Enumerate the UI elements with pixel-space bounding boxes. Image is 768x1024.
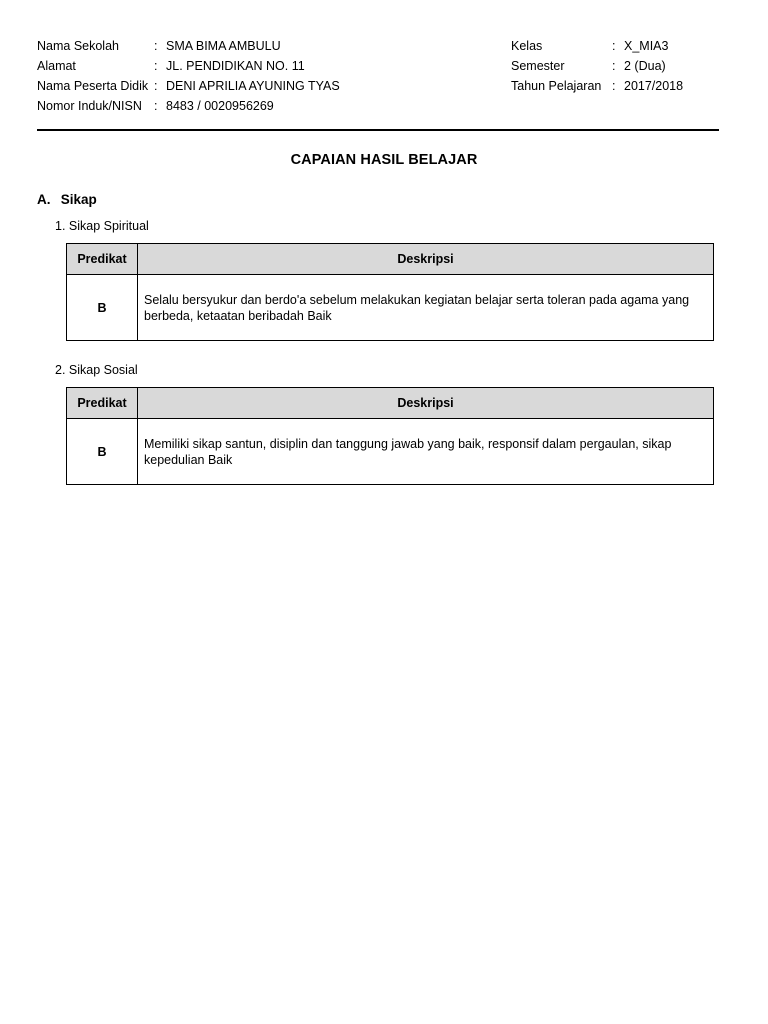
student-name-value: DENI APRILIA AYUNING TYAS: [166, 79, 340, 93]
column-header-predikat: Predikat: [67, 388, 138, 419]
info-colon: :: [612, 79, 616, 93]
info-row-school-name: [37, 37, 340, 57]
info-label: Semester: [511, 59, 565, 73]
info-colon: :: [154, 59, 158, 73]
table-header-row: [67, 388, 714, 419]
info-colon: :: [154, 39, 158, 53]
column-header-deskripsi: Deskripsi: [138, 244, 714, 275]
info-row-address: [37, 57, 340, 77]
section-heading-sikap: [37, 192, 97, 207]
info-colon: :: [154, 79, 158, 93]
info-colon: :: [154, 99, 158, 113]
info-label: Nama Peserta Didik: [37, 79, 149, 93]
deskripsi-cell: [138, 275, 714, 341]
column-header-deskripsi: Deskripsi: [138, 388, 714, 419]
table-row: [67, 419, 714, 485]
info-label: Nama Sekolah: [37, 39, 119, 53]
predikat-cell: B: [67, 275, 138, 341]
info-colon: :: [612, 39, 616, 53]
academic-year-value: 2017/2018: [624, 79, 684, 93]
header-divider: [37, 129, 719, 131]
document-title: CAPAIAN HASIL BELAJAR: [290, 152, 478, 168]
info-row-student-id: [37, 97, 340, 117]
deskripsi-text: Memiliki sikap santun, disiplin dan tanggung jawab yang baik, responsif dalam pergaulan, sikap kepedulian Baik: [144, 436, 672, 467]
subsection-heading-spiritual: 1. Sikap Spiritual: [55, 219, 149, 233]
table-header-row: [67, 244, 714, 275]
deskripsi-cell: [138, 419, 714, 485]
info-row-student-name: [37, 77, 340, 97]
deskripsi-text: Selalu bersyukur dan berdo'a sebelum melakukan kegiatan belajar serta toleran pada agama yang berbeda, ketaatan beribadah Baik: [144, 292, 690, 323]
address-value: JL. PENDIDIKAN NO. 11: [166, 59, 305, 73]
info-row-semester: [511, 57, 683, 77]
student-id-value: 8483 / 0020956269: [166, 99, 274, 113]
section-title: Sikap: [60, 192, 97, 207]
student-info-left: [37, 37, 340, 117]
info-label: Tahun Pelajaran: [511, 79, 602, 93]
predikat-cell: B: [67, 419, 138, 485]
info-label: Kelas: [511, 39, 543, 53]
column-header-predikat: Predikat: [67, 244, 138, 275]
info-row-class: [511, 37, 683, 57]
spiritual-attitude-table: [66, 243, 714, 341]
semester-value: 2 (Dua): [624, 59, 666, 73]
subsection-heading-social: 2. Sikap Sosial: [55, 363, 138, 377]
school-name-value: SMA BIMA AMBULU: [166, 39, 281, 53]
info-label: Alamat: [37, 59, 76, 73]
section-letter: A.: [37, 192, 51, 207]
info-row-academic-year: [511, 77, 683, 97]
class-value: X_MIA3: [624, 39, 669, 53]
student-info-right: [511, 37, 683, 97]
info-label: Nomor Induk/NISN: [37, 99, 142, 113]
table-row: [67, 275, 714, 341]
info-colon: :: [612, 59, 616, 73]
social-attitude-table: [66, 387, 714, 485]
